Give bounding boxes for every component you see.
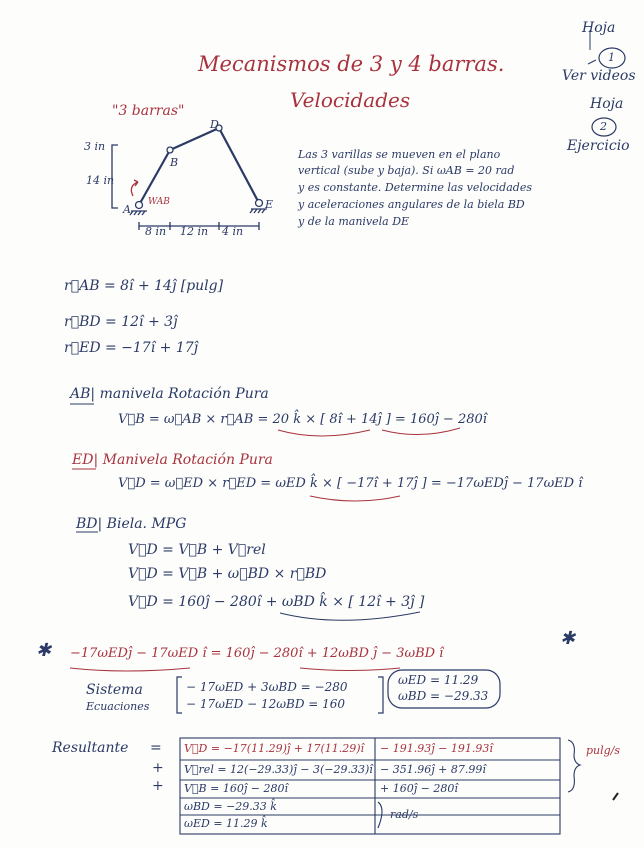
unit-pulg: pulg/s (586, 744, 621, 757)
problem-line-5: y de la manivela DE (298, 215, 410, 228)
problem-line-2: vertical (sube y baja). Si ωAB = 20 rad (298, 164, 515, 177)
mechanism-diagram (112, 125, 267, 230)
bd-equation-1: V⃗D = V⃗B + V⃗rel (128, 542, 266, 558)
solution-omega-ed: ωED = 11.29 (398, 673, 479, 687)
corner-hoja2: Hoja (590, 96, 624, 112)
dim-12in: 12 in (180, 225, 209, 238)
ed-heading: ED| Manivela Rotación Pura (72, 452, 273, 468)
corner-hoja1: Hoja (582, 20, 616, 36)
result-label: Resultante (52, 740, 129, 756)
corner-ver-videos: Ver videos (562, 68, 636, 84)
system-label-2: Ecuaciones (86, 700, 150, 713)
bd-equation-2: V⃗D = V⃗B + ω⃗BD × r⃗BD (128, 566, 327, 582)
corner-hoja2-num: 2 (600, 120, 607, 133)
ab-equation: V⃗B = ω⃗AB × r⃗AB = 20 k̂ × [ 8î + 14ĵ ] = 160ĵ − 280î (118, 412, 487, 427)
system-label-1: Sistema (86, 682, 143, 698)
dim-3in: 3 in (84, 140, 106, 153)
dim-14in: 14 in (86, 174, 115, 187)
omega-ab-label: WAB (148, 197, 170, 207)
vector-rab: r⃗AB = 8î + 14ĵ [pulg] (64, 278, 224, 294)
result-plus-1: + (152, 760, 164, 776)
result-plus-2: + (152, 778, 164, 794)
result-row-2-left: V⃗rel = 12(−29.33)ĵ − 3(−29.33)î (184, 763, 373, 776)
result-row-5-left: ωED = 11.29 k̂ (184, 817, 268, 830)
vector-red: r⃗ED = −17î + 17ĵ (64, 340, 198, 356)
solution-omega-bd: ωBD = −29.33 (398, 689, 489, 703)
result-row-1-right: − 191.93ĵ − 191.93î (380, 742, 493, 755)
dim-8in: 8 in (145, 225, 167, 238)
ab-heading: AB| manivela Rotación Pura (70, 386, 269, 402)
page-title: Mecanismos de 3 y 4 barras. (198, 52, 505, 76)
problem-line-3: y es constante. Determine las velocidades (298, 181, 532, 194)
unit-rad: rad/s (390, 808, 419, 821)
diagram-caption: "3 barras" (112, 103, 185, 119)
joint-label-a: A (123, 203, 131, 216)
corner-ejercicio: Ejercicio (567, 138, 630, 154)
problem-line-1: Las 3 varillas se mueven en el plano (298, 148, 501, 161)
joint-label-d: D (210, 118, 219, 131)
system-equation-2: − 17ωED − 12ωBD = 160 (186, 697, 346, 711)
corner-hoja1-num: 1 (608, 51, 615, 64)
result-row-4-left: ωBD = −29.33 k̂ (184, 800, 277, 813)
combined-equation: −17ωEDĵ − 17ωED î = 160ĵ − 280î + 12ωBD ĵ − 3ωBD î (70, 646, 444, 661)
joint-label-e: E (265, 198, 274, 211)
vector-rbd: r⃗BD = 12î + 3ĵ (64, 314, 178, 330)
problem-line-4: y aceleraciones angulares de la biela BD (298, 198, 525, 211)
star-left: ✱ (36, 640, 52, 661)
star-right: ✱ (560, 628, 576, 649)
dim-4in: 4 in (222, 225, 244, 238)
system-equation-1: − 17ωED + 3ωBD = −280 (186, 680, 348, 694)
result-row-2-right: − 351.96ĵ + 87.99î (380, 763, 486, 776)
result-equals: = (150, 740, 162, 756)
bd-equation-3: V⃗D = 160ĵ − 280î + ωBD k̂ × [ 12î + 3ĵ ] (128, 594, 425, 610)
result-row-3-left: V⃗B = 160ĵ − 280î (184, 782, 288, 795)
joint-label-b: B (170, 156, 179, 169)
bd-heading: BD| Biela. MPG (76, 516, 187, 532)
page-subtitle: Velocidades (290, 88, 411, 112)
result-row-3-right: + 160ĵ − 280î (380, 782, 458, 795)
result-row-1-left: V⃗D = −17(11.29)ĵ + 17(11.29)î (184, 742, 365, 755)
ed-equation: V⃗D = ω⃗ED × r⃗ED = ωED k̂ × [ −17î + 17ĵ ] = −17ωEDĵ − 17ωED î (118, 476, 583, 491)
